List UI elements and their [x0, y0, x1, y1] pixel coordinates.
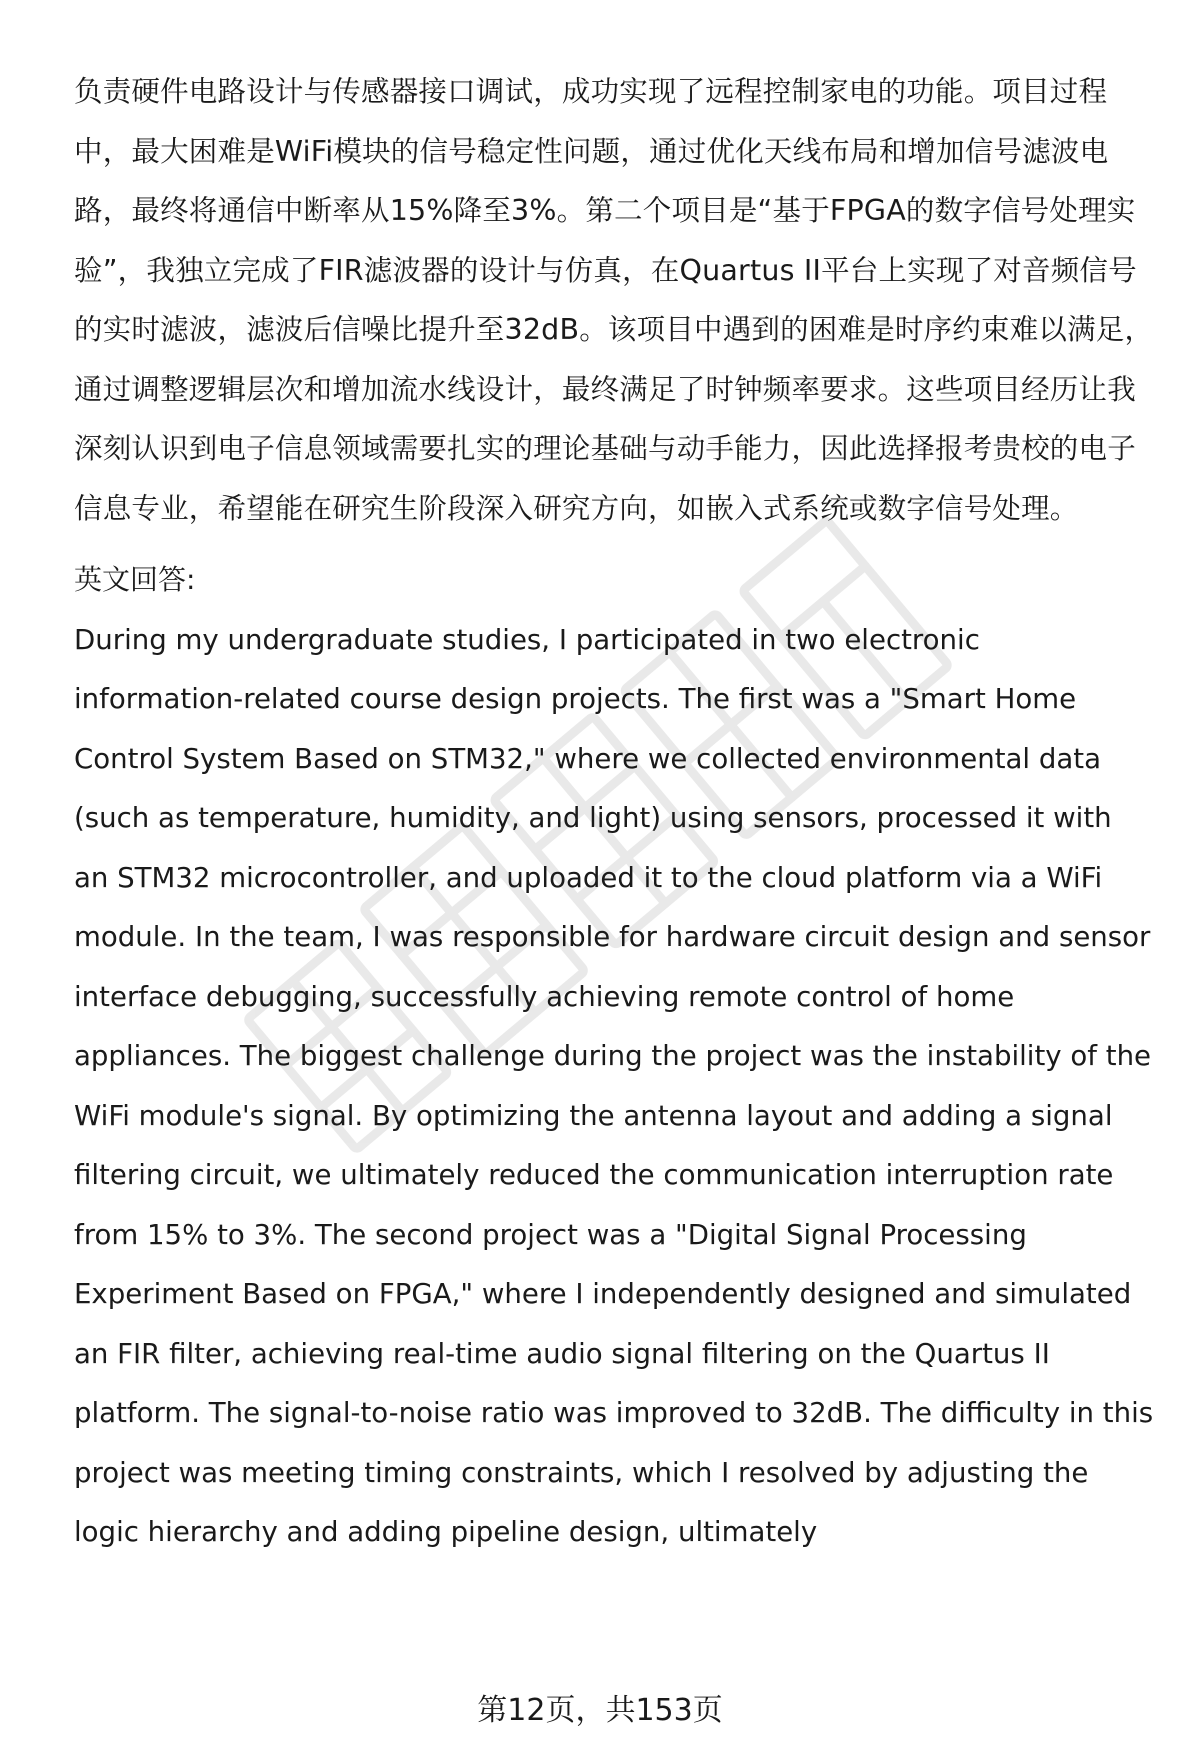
document-page	[74, 62, 1164, 1562]
english-answer-paragraph: During my undergraduate studies, I participated in two electronic information-related course design projects. The first was a "Smart Home Control System Based on STM32," where we collected environmental data (such as temperature, humidity, and light) using sensors, processed it with an STM32 microcontroller, and uploaded it to the cloud platform via a WiFi module. In the team, I was responsible for hardware circuit design and sensor interface debugging, successfully achieving remote control of home appliances. The biggest challenge during the project was the instability of the WiFi module's signal. By optimizing the antenna layout and adding a signal filtering circuit, we ultimately reduced the communication interruption rate from 15% to 3%. The second project was a "Digital Signal Processing Experiment Based on FPGA," where I independently designed and simulated an FIR filter, achieving real-time audio signal filtering on the Quartus II platform. The signal-to-noise ratio was improved to 32dB. The difficulty in this project was meeting timing constraints, which I resolved by adjusting the logic hierarchy and adding pipeline design, ultimately	[74, 622, 1154, 1548]
page-number-footer: 第12页，共153页	[477, 1693, 723, 1728]
chinese-answer-paragraph: 负责硬件电路设计与传感器接口调试，成功实现了远程控制家电的功能。项目过程中，最大困难是WiFi模块的信号稳定性问题，通过优化天线布局和增加信号滤波电路，最终将通信中断率从15%降至3%。第二个项目是“基于FPGA的数字信号处理实验”，我独立完成了FIR滤波器的设计与仿真，在Quartus II平台上实现了对音频信号的实时滤波，滤波后信噪比提升至32dB。该项目中遇到的困难是时序约束难以满足，通过调整逻辑层次和增加流水线设计，最终满足了时钟频率要求。这些项目经历让我深刻认识到电子信息领域需要扎实的理论基础与动手能力，因此选择报考贵校的电子信息专业，希望能在研究生阶段深入研究方向，如嵌入式系统或数字信号处理。	[74, 75, 1154, 525]
english-answer-label: 英文回答:	[74, 563, 196, 596]
